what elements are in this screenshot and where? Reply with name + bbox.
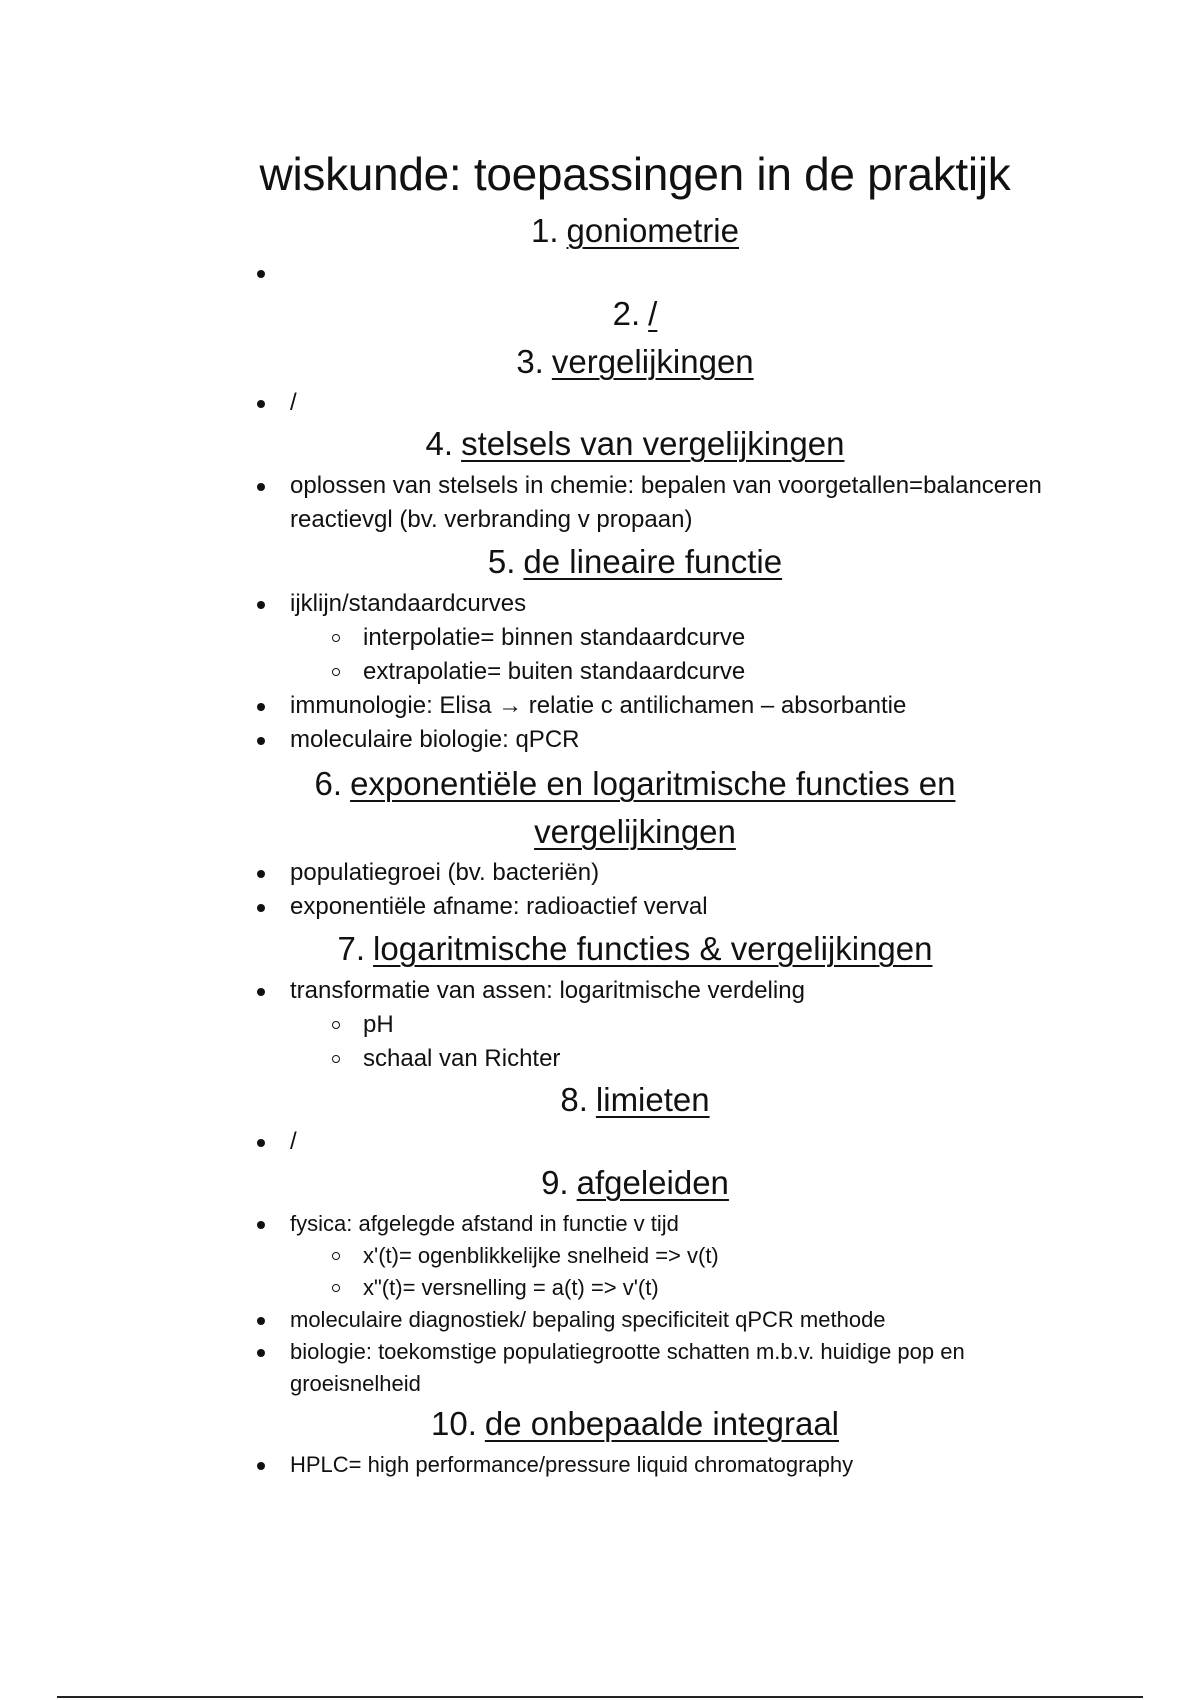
bullet-icon [257, 270, 265, 278]
list-item: HPLC= high performance/pressure liquid chromatography [255, 1449, 1055, 1481]
bullet-icon [257, 400, 265, 408]
circle-bullet-icon [332, 1284, 340, 1292]
sub-list-item: x'(t)= ogenblikkelijke snelheid => v(t) [255, 1240, 1055, 1272]
bullet-list-stelsels [255, 469, 1045, 537]
bullet-icon [257, 601, 265, 609]
section-number: 10. [430, 1405, 477, 1442]
list-item: / [255, 386, 1055, 420]
bullet-icon [257, 1462, 265, 1470]
section-number: 3. [516, 343, 544, 380]
bullet-icon [257, 1349, 265, 1357]
section-title: exponentiële en logaritmische functies en [350, 765, 956, 802]
bullet-icon [257, 737, 265, 745]
list-item: oplossen van stelsels in chemie: bepalen van voorgetallen=balanceren reactievgl (bv. verbranding v propaan) [255, 469, 1045, 537]
section-heading-stelsels [0, 420, 1200, 468]
section-title: vergelijkingen [534, 813, 736, 850]
section-heading-lineaire-functie [0, 538, 1200, 586]
circle-bullet-icon [332, 1021, 340, 1029]
bullet-list-afgeleiden [255, 1208, 1055, 1400]
bullet-icon [257, 703, 265, 711]
bullet-list-limieten [255, 1125, 1055, 1159]
list-item: populatiegroei (bv. bacteriën) [255, 856, 1055, 890]
bullet-list-goniometrie [255, 256, 1055, 290]
sub-list-item: interpolatie= binnen standaardcurve [255, 621, 1055, 655]
bullet-icon [257, 1317, 265, 1325]
section-heading-goniometrie [0, 207, 1200, 255]
circle-bullet-icon [332, 1252, 340, 1260]
circle-bullet-icon [332, 634, 340, 642]
page-title: wiskunde: toepassingen in de praktijk [259, 148, 1011, 200]
bullet-list-vergelijkingen [255, 386, 1055, 420]
section-title: / [648, 295, 658, 332]
bullet-icon [257, 1139, 265, 1147]
section-heading-2 [0, 290, 1200, 338]
list-item [255, 256, 1055, 290]
sub-list-item: pH [255, 1008, 1055, 1042]
section-heading-limieten [0, 1076, 1200, 1124]
list-item: moleculaire diagnostiek/ bepaling specificiteit qPCR methode [255, 1304, 1055, 1336]
section-title: stelsels van vergelijkingen [461, 425, 845, 462]
section-number: 9. [541, 1164, 569, 1201]
section-title: limieten [595, 1081, 710, 1118]
bullet-list-onbepaalde-integraal [255, 1449, 1055, 1481]
list-item: fysica: afgelegde afstand in functie v tijd [255, 1208, 1055, 1240]
list-item: ijklijn/standaardcurves [255, 587, 1055, 621]
bullet-list-exponentiele-functies [255, 856, 1055, 924]
bullet-icon [257, 904, 265, 912]
bullet-list-logaritmische-functies [255, 974, 1055, 1076]
section-number: 8. [560, 1081, 588, 1118]
section-number: 6. [314, 765, 343, 802]
sub-list-item: extrapolatie= buiten standaardcurve [255, 655, 1055, 689]
bullet-icon [257, 870, 265, 878]
list-item: transformatie van assen: logaritmische verdeling [255, 974, 1055, 1008]
circle-bullet-icon [332, 1055, 340, 1063]
section-number: 5. [487, 543, 516, 580]
sub-list-item: schaal van Richter [255, 1042, 1055, 1076]
circle-bullet-icon [332, 668, 340, 676]
list-item: biologie: toekomstige populatiegrootte schatten m.b.v. huidige pop en groeisnelheid [255, 1336, 1055, 1400]
bullet-list-lineaire-functie [255, 587, 1055, 757]
section-number: 1. [531, 212, 559, 249]
bottom-divider [57, 1696, 1143, 1698]
section-heading-logaritmische-functies [0, 925, 1200, 973]
section-number: 4. [425, 425, 454, 462]
section-heading-exponentiele-functies-cont [0, 808, 1200, 856]
section-title: vergelijkingen [551, 343, 754, 380]
section-heading-afgeleiden [0, 1159, 1200, 1207]
sub-list-item: x"(t)= versnelling = a(t) => v'(t) [255, 1272, 1055, 1304]
section-heading-exponentiele-functies [0, 760, 1200, 808]
section-number: 7. [337, 930, 366, 967]
section-heading-onbepaalde-integraal [0, 1400, 1200, 1448]
section-heading-vergelijkingen [0, 338, 1200, 386]
section-title: de onbepaalde integraal [484, 1405, 839, 1442]
section-title: goniometrie [566, 212, 739, 249]
section-title: afgeleiden [576, 1164, 729, 1201]
bullet-icon [257, 483, 265, 491]
section-number: 2. [612, 295, 641, 332]
bullet-icon [257, 988, 265, 996]
list-item: exponentiële afname: radioactief verval [255, 890, 1055, 924]
list-item: moleculaire biologie: qPCR [255, 723, 1055, 757]
list-item: / [255, 1125, 1055, 1159]
bullet-icon [257, 1221, 265, 1229]
section-title: de lineaire functie [523, 543, 783, 580]
section-title: logaritmische functies & vergelijkingen [373, 930, 933, 967]
list-item: immunologie: Elisa → relatie c antilichamen – absorbantie [255, 689, 1055, 723]
